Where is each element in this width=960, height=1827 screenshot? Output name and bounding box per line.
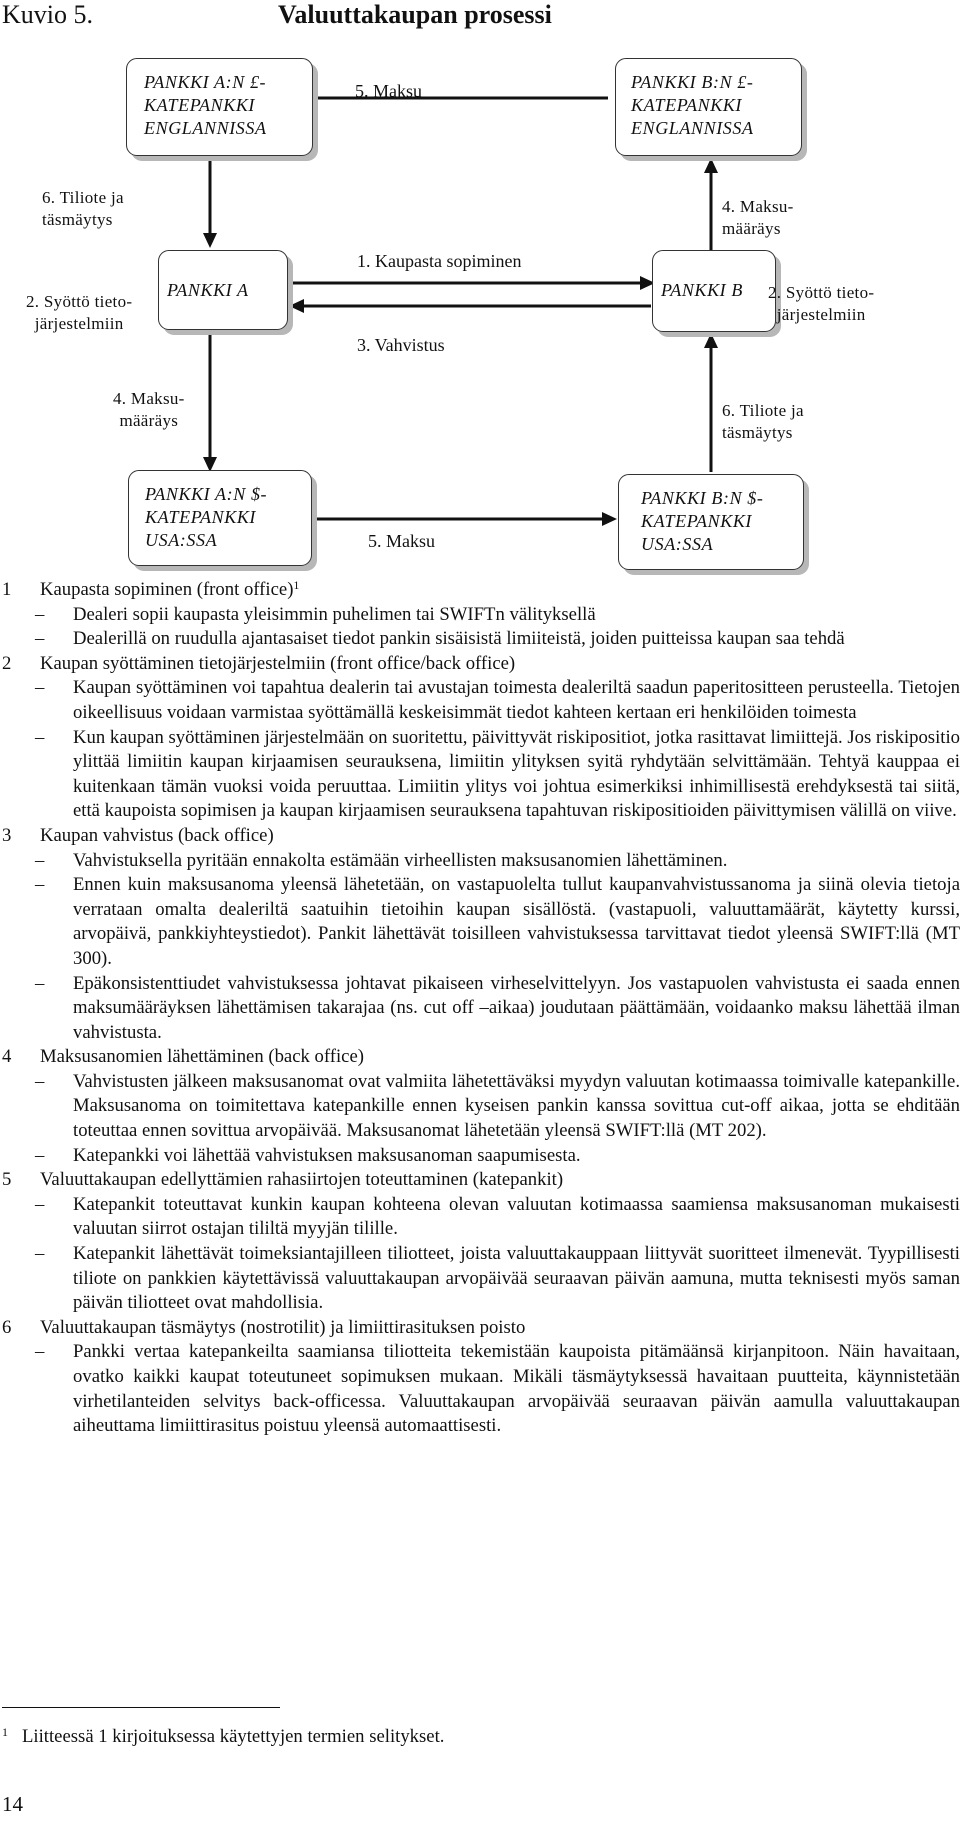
step-title: Valuuttakaupan täsmäytys (nostrotilit) ja limiittirasituksen poisto <box>40 1316 526 1338</box>
bank-a-label: PANKKI A <box>167 280 249 300</box>
arrow-a-gbp-to-a-head <box>203 233 217 248</box>
arrow-b-usd-to-b-head <box>704 333 718 348</box>
footnote <box>2 1720 444 1749</box>
bank-a-usd-correspondent <box>128 470 312 566</box>
label-tiliote-left: 6. Tiliote ja täsmäytys <box>42 188 124 229</box>
step-number: 6 <box>2 1316 12 1338</box>
label-maksumaarays-right: 4. Maksu- määräys <box>722 197 794 238</box>
dash-icon: – <box>35 1070 45 1092</box>
process-steps <box>0 578 960 1439</box>
bullet-text: Dealeri sopii kaupasta yleisimmin puhelimen tai SWIFTn välityksellä <box>73 603 596 625</box>
step-number: 2 <box>2 652 12 674</box>
dash-icon: – <box>35 972 45 994</box>
bullet <box>0 1070 960 1144</box>
bullet-text: Dealerillä on ruudulla ajantasaiset tiedot pankin sisäisistä limiiteistä, joiden puitteissa kaupan saa tehdä <box>73 628 845 650</box>
bullet-text: Katepankit lähettävät toimeksiantajilleen tiliotteet, joista valuuttakauppaan liittyvät suoritteet ilmenevät. Tyypillisesti tiliote on pankkien käytettävissä valuuttakaupan arvopäivää seuraavan päivän aamuna, mutta teknisesti myös saman päivän tiliotteet ovat mahdollisia. <box>73 1243 960 1314</box>
step-number: 3 <box>2 824 12 846</box>
label-vahvistus: 3. Vahvistus <box>357 335 445 355</box>
step-4 <box>0 1045 960 1070</box>
label-syotto-left: 2. Syöttö tieto- järjestelmiin <box>26 292 133 333</box>
label-maksu-top: 5. Maksu <box>355 81 422 101</box>
dash-icon: – <box>35 677 45 699</box>
bullet <box>0 1144 960 1169</box>
bank-b <box>652 250 776 332</box>
step-title: Kaupan syöttäminen tietojärjestelmiin (front office/back office) <box>40 652 516 674</box>
label-kaupasta-sopiminen: 1. Kaupasta sopiminen <box>357 251 522 271</box>
bullet-text: Kun kaupan syöttäminen järjestelmään on suoritettu, päivittyvät riskipositiot, jotka rasittavat limiittejä. Jos riskipositio ylittää limiitin kaupan kirjaamisen seurauksena, limiitin ylityksen syitä ryhdytään selvittämään. Tehtyä kauppaa ei kuitenkaan tämän vuoksi voida peruuttaa. Limiitin ylitys voi johtua esimerkiksi inhimillisestä erehdyksestä tai siitä, että kaupoista sopimisen ja kaupan kirjaamisen seurauksena tapahtuvan riskipositioiden päivittymisen välillä on viive. <box>73 726 960 822</box>
arrow-maksu-bottom-head <box>602 512 617 526</box>
bullet-text: Pankki vertaa katepankeilta saamiansa tiliotteita tekemistään kaupoista pitämäänsä kirjanpitoon. Näin havaitaan, ovatko kaikki kaupat toteutuneet sopimuksen mukaan. Mikäli täsmäytyksessä havaitaan puutteita, käynnistetään virhetilanteiden selvitys back-officessa. Valuuttakaupan arvopäivää seuraavan päivän aamulla valuuttakaupan aiheuttama limiittirasitus poistuu yleensä automaattisesti. <box>73 1341 960 1437</box>
bullet-text: Vahvistuksella pyritään ennakolta estämään virheellisten maksusanomien lähettäminen. <box>73 849 728 871</box>
bullet-text: Vahvistusten jälkeen maksusanomat ovat valmiita lähetettäväksi myydyn valuutan kotimaassa toimivalle katepankille. Maksusanoma on toimitettava katepankille ennen kyseisen pankin kanssa sovittua cut-off aikaa, jotta se ehditään toteuttaa ennen sovittua arvopäivää. Maksusanomat lähetetään yleensä SWIFT:llä (MT 202). <box>73 1070 960 1142</box>
bullet <box>0 1242 960 1316</box>
footnote-divider <box>2 1707 280 1708</box>
bullet-text: Katepankit toteuttavat kunkin kaupan kohteena olevan valuutan kotimaassa saamiensa maksusanoman mukaisesti valuutan siirrot ostajan tililtä myyjän tilille. <box>73 1193 960 1240</box>
bullet <box>0 1340 960 1438</box>
dash-icon: – <box>35 726 45 748</box>
bullet <box>0 873 960 971</box>
bullet <box>0 627 960 652</box>
label-syotto-right: 2. Syöttö tieto- järjestelmiin <box>768 283 875 324</box>
step-title: Maksusanomien lähettäminen (back office) <box>40 1046 364 1068</box>
bank-a-gbp-correspondent <box>126 58 313 156</box>
label-tiliote-right: 6. Tiliote ja täsmäytys <box>722 401 804 442</box>
arrow-vahvistus-head <box>289 299 304 313</box>
step-title: Kaupasta sopiminen (front office) <box>40 579 294 600</box>
dash-icon: – <box>35 628 45 650</box>
step-title: Kaupan vahvistus (back office) <box>40 824 274 846</box>
bullet-text: Katepankki voi lähettää vahvistuksen maksusanoman saapumisesta. <box>73 1144 581 1166</box>
dash-icon: – <box>35 1144 45 1166</box>
label-maksu-bottom: 5. Maksu <box>368 531 435 551</box>
step-3 <box>0 824 960 849</box>
arrow-b-to-b-gbp-head <box>704 158 718 173</box>
bank-b-label: PANKKI B <box>661 280 743 300</box>
step-1 <box>0 578 960 603</box>
bank-b-gbp-label: PANKKI B:N £- KATEPANKKI ENGLANNISSA <box>631 72 754 138</box>
label-maksumaarays-left: 4. Maksu- määräys <box>113 389 185 430</box>
step-number: 5 <box>2 1169 12 1191</box>
footnote-mark: 1 <box>2 1725 8 1739</box>
step-title: Valuuttakaupan edellyttämien rahasiirtojen toteuttaminen (katepankit) <box>40 1169 564 1191</box>
step-number: 1 <box>2 579 12 600</box>
figure-number: Kuvio 5. <box>2 0 93 29</box>
bullet-text: Kaupan syöttäminen voi tapahtua dealerin tai avustajan toimesta dealeriltä saadun paperitositteen perusteella. Tietojen oikeellisuus voidaan varmistaa syöttämällä keskeisimmät tiedot kahteen kertaan eri henkilöiden toimesta <box>73 677 960 723</box>
bank-a-gbp-label: PANKKI A:N £- KATEPANKKI ENGLANNISSA <box>144 72 267 138</box>
dash-icon: – <box>35 1341 45 1363</box>
bank-a-usd-label: PANKKI A:N $- KATEPANKKI USA:SSA <box>145 484 268 550</box>
dash-icon: – <box>35 849 45 871</box>
bullet <box>0 972 960 1046</box>
bullet <box>0 1193 960 1242</box>
bullet <box>0 676 960 725</box>
page-number: 14 <box>2 1792 23 1816</box>
step-6 <box>0 1316 960 1341</box>
process-diagram <box>0 0 960 580</box>
bullet <box>0 849 960 874</box>
bank-b-usd-label: PANKKI B:N $- KATEPANKKI USA:SSA <box>641 488 764 554</box>
bullet <box>0 726 960 824</box>
dash-icon: – <box>35 1193 45 1215</box>
bullet <box>0 603 960 628</box>
step-5 <box>0 1168 960 1193</box>
step-2 <box>0 652 960 677</box>
step-number: 4 <box>2 1046 12 1068</box>
footnote-text: Liitteessä 1 kirjoituksessa käytettyjen termien selitykset. <box>22 1726 445 1747</box>
figure-title: Valuuttakaupan prosessi <box>278 0 552 29</box>
bullet-text: Ennen kuin maksusanoma yleensä lähetetään, on vastapuolelta tullut kaupanvahvistussanoma ja siinä olevia tietoja verrataan omalta dealeriltä saatuihin tietoihin kaupan sisällöstä. (vastapuoli, valuuttamäärät, käytetty kurssi, arvopäivä, pankkiyhteystiedot). Pankit lähettävät toisilleen vahvistuksessa tarvittavat tiedot yleensä SWIFT:llä (MT 300). <box>73 874 960 969</box>
bank-b-usd-correspondent <box>618 474 804 570</box>
dash-icon: – <box>35 1243 45 1265</box>
bank-b-gbp-correspondent <box>615 58 802 156</box>
bullet-text: Epäkonsistenttiudet vahvistuksessa johtavat pikaiseen virheselvittelyyn. Jos vastapuolen vahvistusta ei saada ennen maksumääräyksen lähettämisen takarajaa (ns. cut off –aikaa) joudutaan päättämään, voidaanko maksu lähettää ilman vahvistusta. <box>73 972 960 1043</box>
bank-a <box>158 250 288 330</box>
footnote-reference: 1 <box>293 578 300 592</box>
dash-icon: – <box>35 603 45 625</box>
dash-icon: – <box>35 874 45 896</box>
